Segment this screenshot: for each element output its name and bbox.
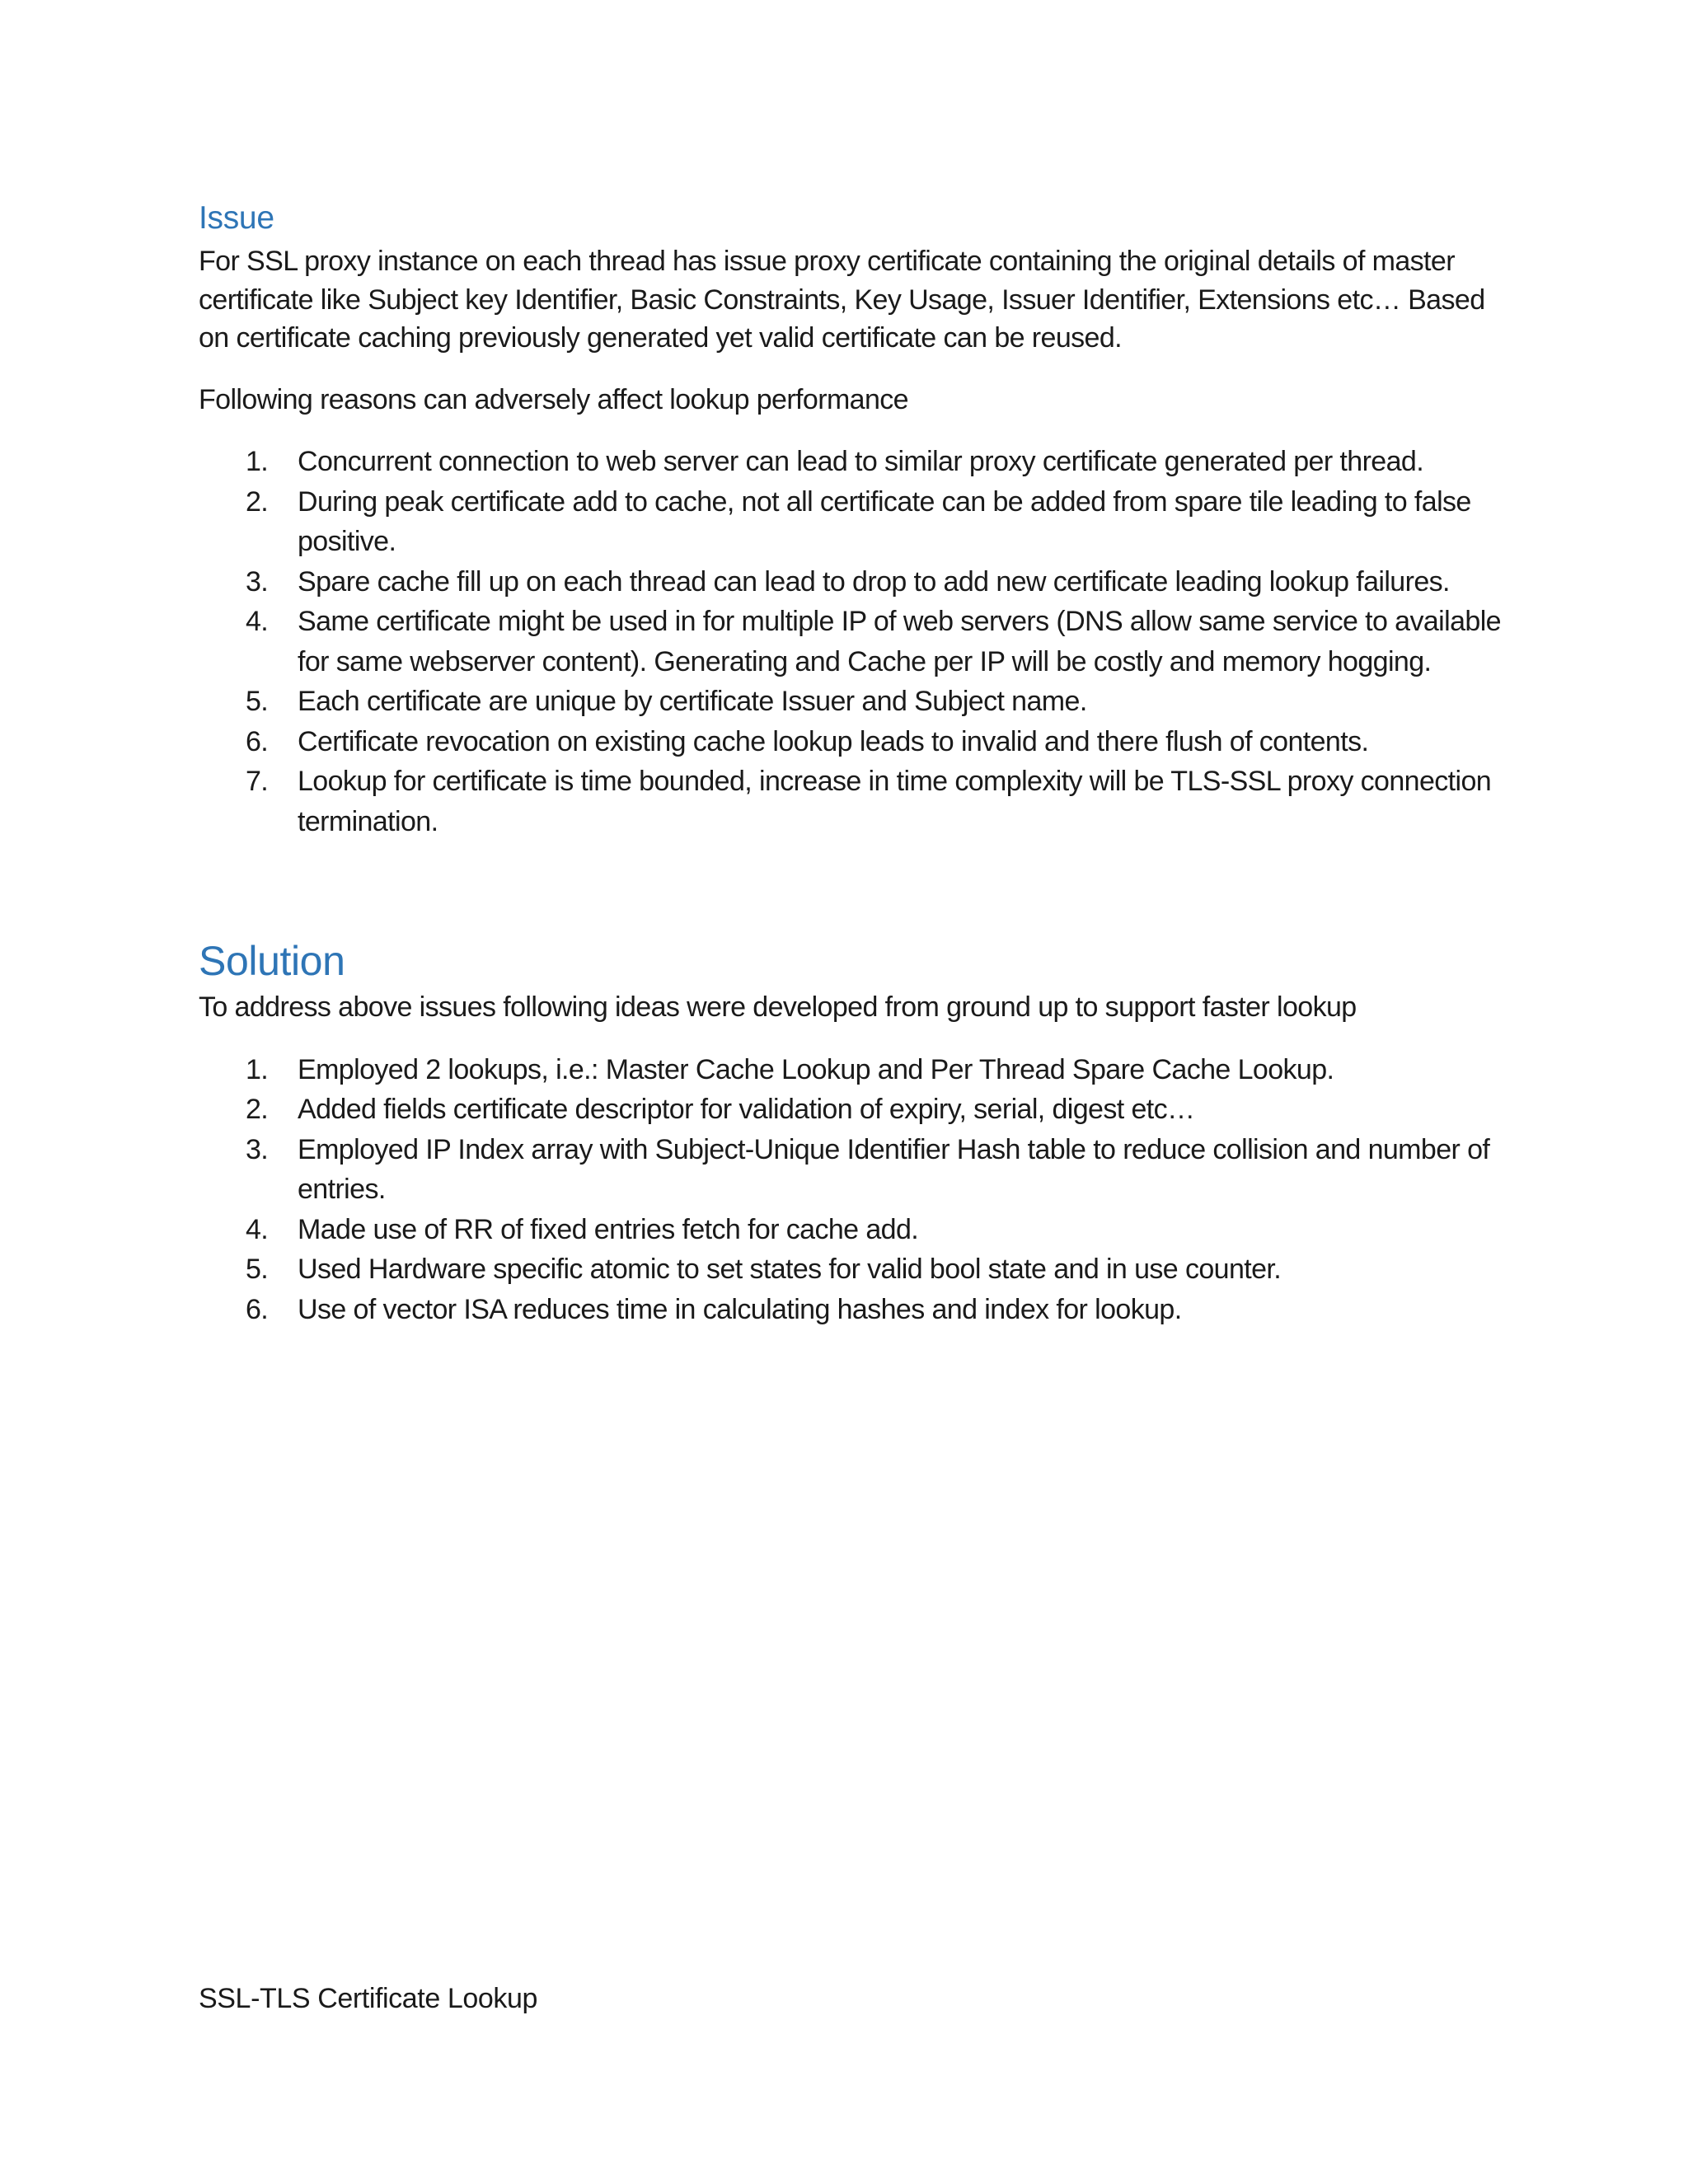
list-item-text: Certificate revocation on existing cache lookup leads to invalid and there flush of contents. [298,725,1369,757]
list-item-text: Employed IP Index array with Subject-Unique Identifier Hash table to reduce collision and number of entries. [298,1133,1490,1205]
list-item-number: 6. [246,1293,269,1325]
list-item-number: 3. [246,1133,269,1165]
list-item-text: Made use of RR of fixed entries fetch for cache add. [298,1213,919,1245]
list-item-number: 1. [246,446,269,477]
page-footer: SSL-TLS Certificate Lookup [199,1983,538,2014]
list-item-number: 6. [246,725,269,757]
list-item [199,602,1501,682]
issue-heading: Issue [199,200,274,236]
list-item [199,482,1501,562]
list-item-text: Use of vector ISA reduces time in calculating hashes and index for lookup. [298,1293,1182,1325]
list-item-text: Each certificate are unique by certificate Issuer and Subject name. [298,686,1087,717]
list-item-number: 4. [246,1213,269,1245]
list-item-number: 2. [246,485,269,518]
list-item [199,1290,1501,1330]
list-item [199,722,1501,762]
list-item [199,1249,1501,1290]
list-item-text: Employed 2 lookups, i.e.: Master Cache Lookup and Per Thread Spare Cache Lookup. [298,1053,1334,1085]
list-item-number: 4. [246,606,269,637]
solution-ideas-list [199,1050,1501,1330]
solution-heading: Solution [199,938,345,984]
list-item-text: Added fields certificate descriptor for validation of expiry, serial, digest etc… [298,1094,1195,1125]
list-item [199,1210,1501,1250]
list-item [199,682,1501,722]
issue-intro-paragraph: For SSL proxy instance on each thread has issue proxy certificate containing the original details of master certificate like Subject key Identifier, Basic Constraints, Key Usage, Issuer Identifier, Extensions etc… Based on certificate caching previously generated yet valid certificate can be reused. [199,246,1485,354]
list-item-number: 5. [246,1254,269,1285]
issue-reasons-list [199,442,1501,841]
list-item-text: Used Hardware specific atomic to set states for valid bool state and in use counter. [298,1254,1282,1285]
list-item-number: 3. [246,565,269,598]
list-item [199,762,1501,841]
list-item-text: Spare cache fill up on each thread can lead to drop to add new certificate leading lookup failures. [298,565,1450,598]
issue-lead-paragraph: Following reasons can adversely affect lookup performance [199,383,908,415]
list-item-number: 2. [246,1094,269,1125]
list-item [199,1090,1501,1130]
list-item [199,1050,1501,1090]
list-item-number: 7. [246,766,269,797]
list-item [199,562,1501,602]
list-item [199,1130,1501,1210]
document-body [199,196,1501,1329]
list-item-number: 5. [246,686,269,717]
list-item-text: Same certificate might be used in for multiple IP of web servers (DNS allow same service to available for same webserver content). Generating and Cache per IP will be costly and memory hogging. [298,606,1501,677]
list-item-text: Lookup for certificate is time bounded, increase in time complexity will be TLS-SSL proxy connection termination. [298,766,1492,837]
list-item-number: 1. [246,1053,269,1085]
list-item-text: Concurrent connection to web server can lead to similar proxy certificate generated per thread. [298,446,1424,477]
list-item-text: During peak certificate add to cache, not all certificate can be added from spare tile leading to false positive. [298,485,1471,557]
list-item [199,442,1501,482]
solution-lead-paragraph: To address above issues following ideas were developed from ground up to support faster lookup [199,991,1357,1023]
